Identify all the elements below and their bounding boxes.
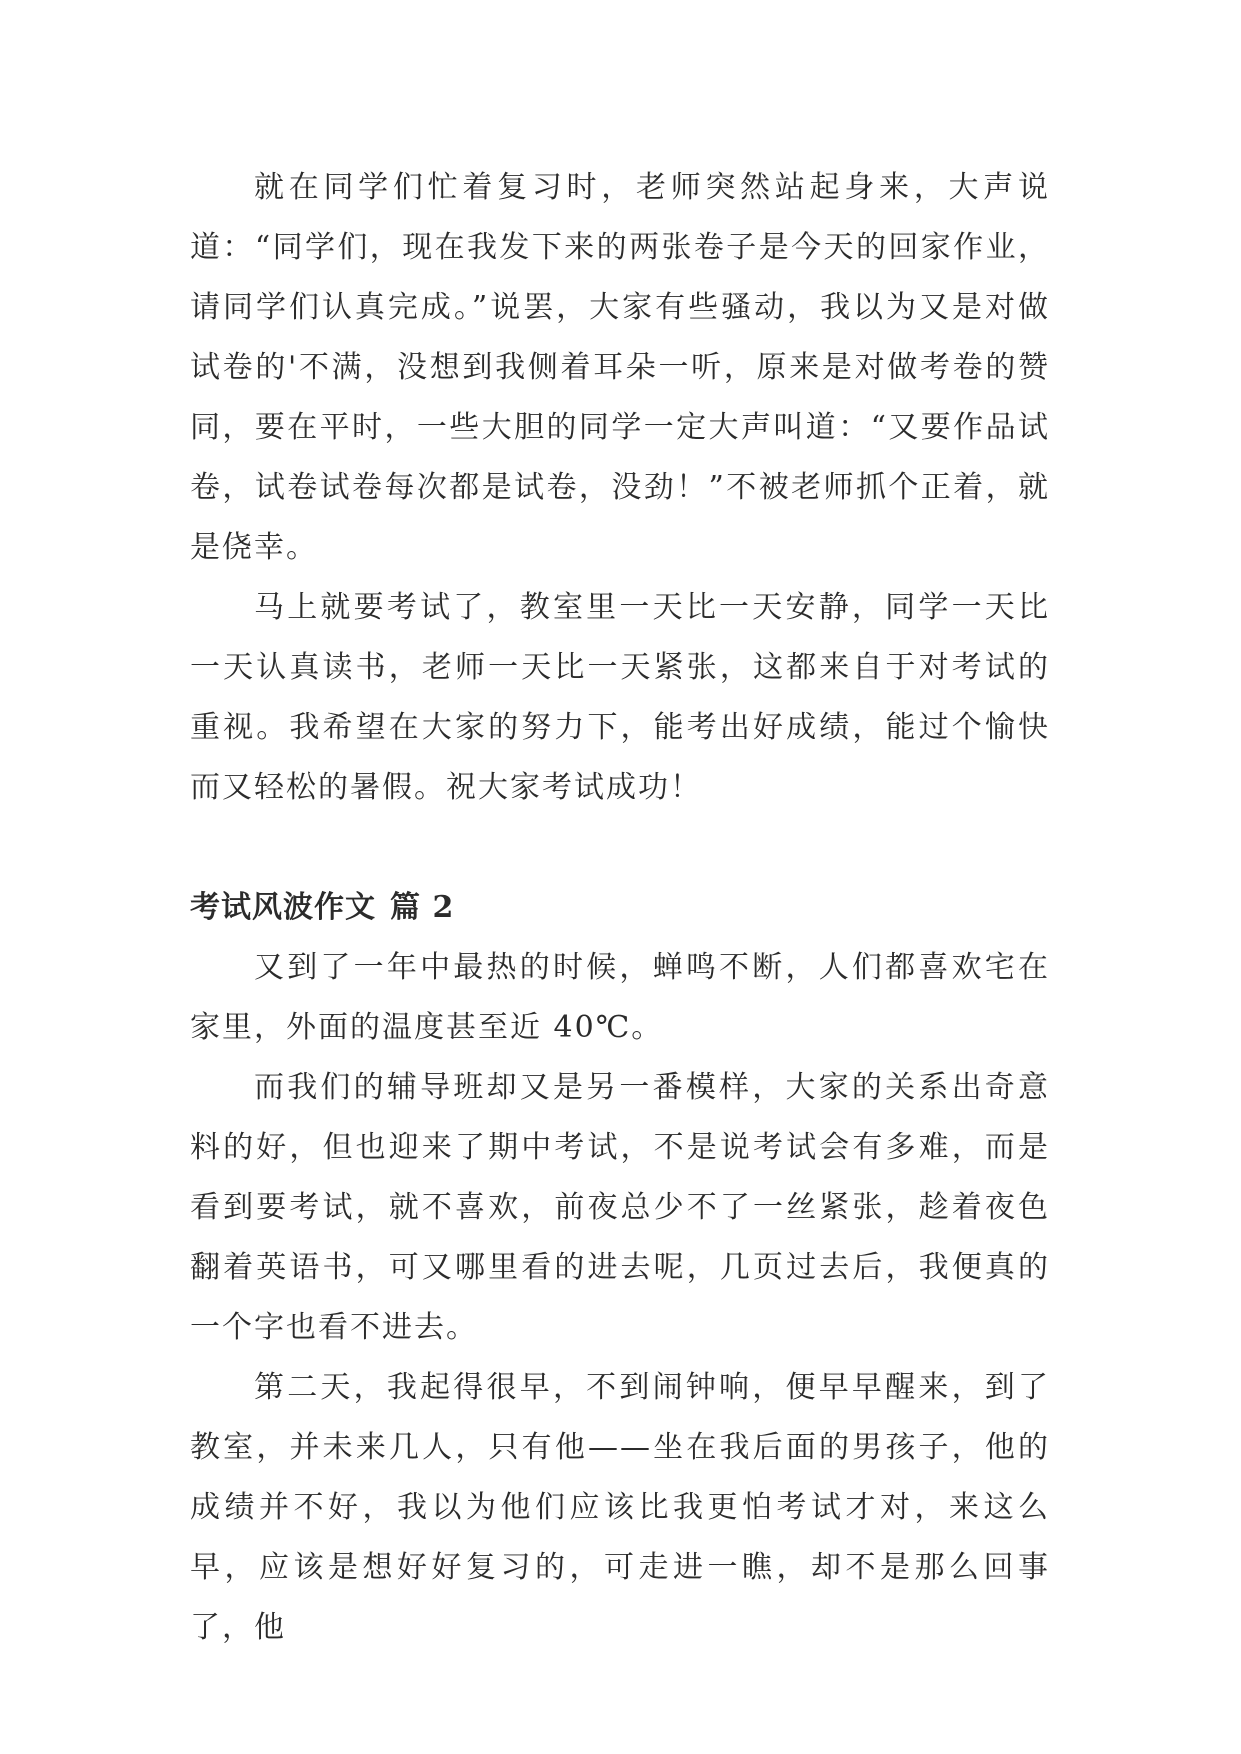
paragraph: 第二天，我起得很早，不到闹钟响，便早早醒来，到了教室，并未来几人，只有他——坐在我后面的男孩子，他的成绩并不好，我以为他们应该比我更怕考试才对，来这么早，应该是想好好复习的，可走进一瞧，却不是那么回事了，他	[190, 1370, 1050, 1645]
document-body	[190, 158, 1050, 1658]
paragraph: 就在同学们忙着复习时，老师突然站起身来，大声说道：“同学们，现在我发下来的两张卷子是今天的回家作业，请同学们认真完成。”说罢，大家有些骚动，我以为又是对做试卷的'不满，没想到我侧着耳朵一听，原来是对做考卷的赞同，要在平时，一些大胆的同学一定大声叫道：“又要作品试卷，试卷试卷每次都是试卷，没劲！”不被老师抓个正着，就是侥幸。	[190, 170, 1050, 565]
section-number: 篇 2	[390, 890, 455, 925]
paragraph: 又到了一年中最热的时候，蝉鸣不断，人们都喜欢宅在家里，外面的温度甚至近 40℃。	[190, 950, 1050, 1045]
section-title: 考试风波作文	[190, 890, 376, 925]
paragraph: 而我们的辅导班却又是另一番模样，大家的关系出奇意料的好，但也迎来了期中考试，不是说考试会有多难，而是看到要考试，就不喜欢，前夜总少不了一丝紧张，趁着夜色翻着英语书，可又哪里看的进去呢，几页过去后，我便真的一个字也看不进去。	[190, 1070, 1050, 1345]
section-heading	[190, 878, 1050, 938]
paragraph: 马上就要考试了，教室里一天比一天安静，同学一天比一天认真读书，老师一天比一天紧张，这都来自于对考试的重视。我希望在大家的努力下，能考出好成绩，能过个愉快而又轻松的暑假。祝大家考试成功！	[190, 590, 1050, 805]
